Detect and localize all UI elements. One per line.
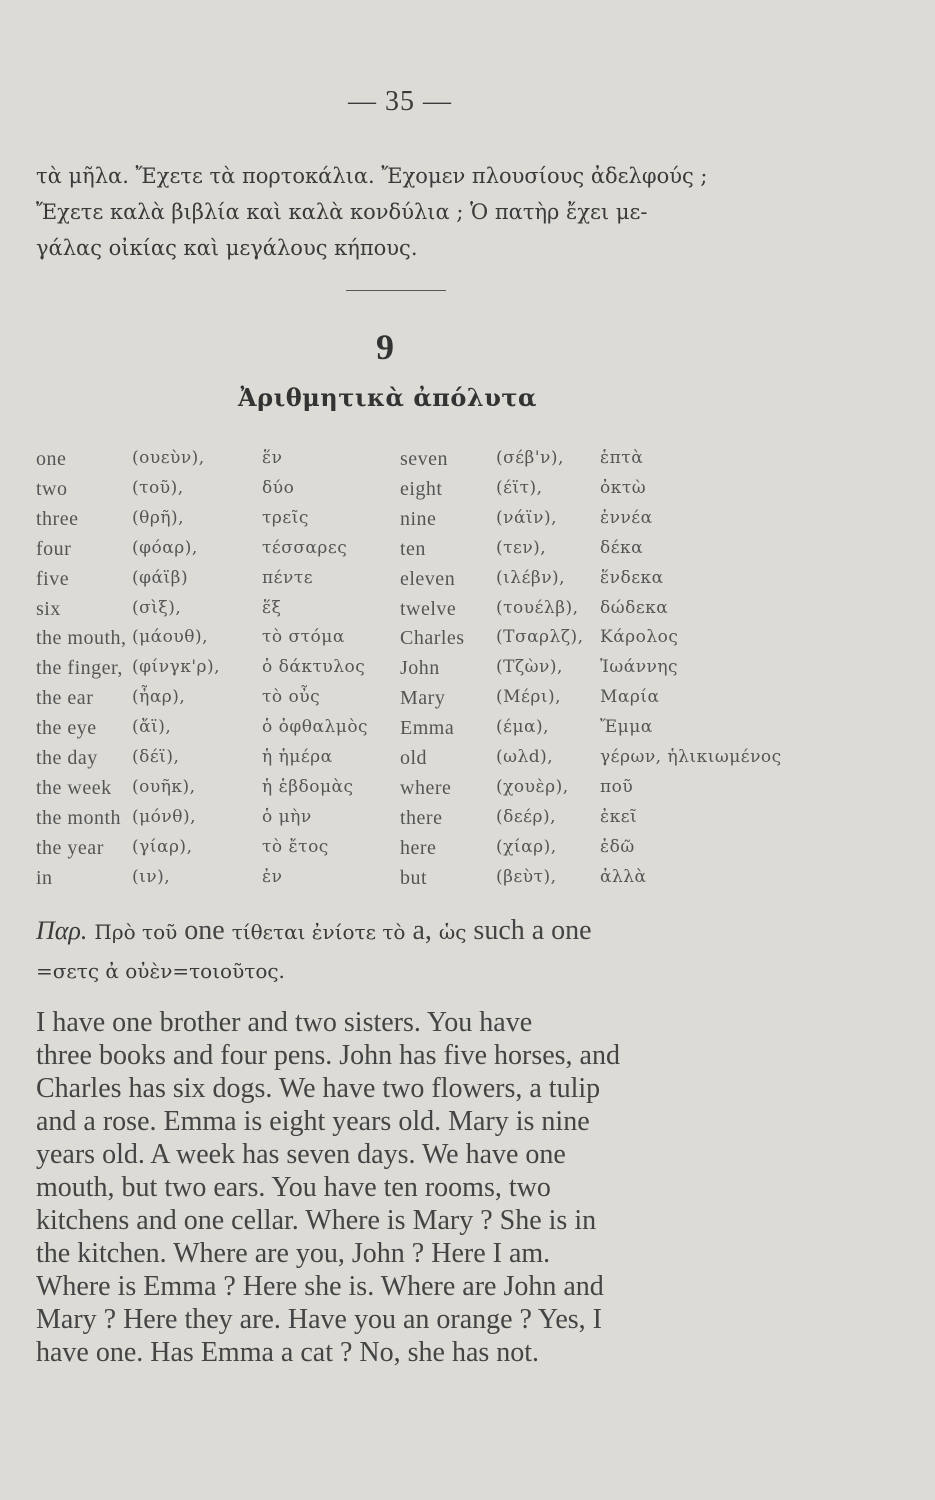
vocab-english-word: in (36, 866, 53, 889)
vocab-greek-meaning: ἡ ἡμέρα (262, 747, 333, 767)
text-line: τὰ μῆλα. Ἔχετε τὰ πορτοκάλια. Ἔχομεν πλουσίους ἀδελφούς ; (36, 164, 708, 188)
note-line (36, 912, 796, 952)
vocab-greek-meaning: ἐν (262, 866, 283, 887)
vocab-english-word: the eye (36, 717, 97, 740)
vocab-english-word: the ear (36, 687, 94, 710)
vocab-pronunciation: (τοῦ), (132, 477, 184, 498)
vocab-english-word: the mouth, (36, 627, 127, 650)
text-line: Mary ? Here they are. Have you an orange ? Yes, I (36, 1304, 603, 1335)
vocab-english-word: Emma (400, 717, 455, 740)
vocab-english-word: but (400, 866, 428, 889)
section-number: 9 (376, 327, 394, 367)
vocab-pronunciation: (Μέρι), (496, 687, 562, 708)
vocab-greek-meaning: ἕνδεκα (600, 567, 664, 588)
vocab-english-word: the day (36, 747, 98, 769)
vocab-pronunciation: (ἄϊ), (132, 717, 172, 738)
note-english: a, (412, 915, 432, 946)
note-text: ὡς (438, 920, 467, 944)
vocab-english-word: one (36, 448, 67, 470)
vocab-english-word: eight (400, 477, 443, 500)
vocab-pronunciation: (δεέρ), (496, 806, 557, 827)
vocab-english-word: the month (36, 806, 122, 829)
vocab-greek-meaning: τέσσαρες (262, 537, 348, 558)
note-line: =σετς ἀ οὐὲν=τοιοῦτος. (36, 959, 285, 983)
vocab-pronunciation: (έϊτ), (496, 477, 543, 498)
vocab-pronunciation: (βεὺτ), (496, 866, 557, 887)
vocab-pronunciation: (σέβ'ν), (496, 448, 564, 468)
vocab-english-word: three (36, 507, 79, 530)
vocab-greek-meaning: Κάρολος (600, 627, 679, 648)
vocab-pronunciation: (Τσαρλζ), (496, 627, 584, 648)
vocab-pronunciation: (Τζὼν), (496, 657, 563, 678)
vocab-english-word: Mary (400, 687, 446, 710)
vocab-greek-meaning: ἐδῶ (600, 836, 635, 857)
note-label: Παρ. (36, 916, 88, 945)
text-line: the kitchen. Where are you, John ? Here I am. (36, 1238, 551, 1269)
vocab-greek-meaning: ἑπτὰ (600, 448, 644, 468)
vocab-english-word: twelve (400, 597, 457, 620)
vocab-pronunciation: (νάϊν), (496, 507, 557, 528)
vocab-english-word: old (400, 747, 428, 769)
vocab-greek-meaning: τὸ στόμα (262, 627, 345, 648)
vocab-pronunciation: (χουὲρ), (496, 776, 569, 797)
vocab-english-word: the year (36, 836, 104, 859)
vocab-pronunciation: (τεν), (496, 537, 547, 558)
vocab-greek-meaning: τὸ οὖς (262, 687, 321, 708)
vocab-greek-meaning: ὁ δάκτυλος (262, 657, 366, 678)
vocab-english-word: nine (400, 507, 437, 530)
text-line: kitchens and one cellar. Where is Mary ? She is in (36, 1205, 597, 1236)
vocab-greek-meaning: ἐννέα (600, 507, 653, 528)
text-line: years old. A week has seven days. We have one (36, 1139, 566, 1170)
vocab-pronunciation: (σὶξ), (132, 597, 182, 618)
vocab-greek-meaning: ἕν (262, 448, 283, 468)
section-title: Ἀριθμητικὰ ἀπόλυτα (238, 383, 537, 412)
vocab-greek-meaning: Μαρία (600, 687, 660, 708)
text-line: three books and four pens. John has five horses, and (36, 1040, 620, 1071)
vocab-pronunciation: (έμα), (496, 717, 550, 738)
vocab-pronunciation: (ωλd), (496, 747, 554, 767)
vocab-english-word: four (36, 537, 72, 560)
text-line: Where is Emma ? Here she is. Where are John and (36, 1271, 604, 1302)
vocab-greek-meaning: ὁ μὴν (262, 806, 312, 827)
text-line: and a rose. Emma is eight years old. Mary is nine (36, 1106, 590, 1137)
vocab-english-word: eleven (400, 567, 456, 590)
vocab-pronunciation: (φίνγκ'ρ), (132, 657, 221, 678)
vocab-english-word: five (36, 567, 70, 590)
vocab-greek-meaning: πέντε (262, 567, 314, 588)
vocab-greek-meaning: ἕξ (262, 597, 282, 618)
vocab-greek-meaning: δύο (262, 477, 295, 498)
vocab-greek-meaning: τὸ ἔτος (262, 836, 329, 857)
vocab-english-word: where (400, 776, 452, 799)
note-text: τίθεται ἐνίοτε τὸ (231, 920, 406, 944)
vocab-greek-meaning: ἀλλὰ (600, 866, 647, 887)
text-line: Ἔχετε καλὰ βιβλία καὶ καλὰ κονδύλια ; Ὁ πατὴρ ἔχει με- (36, 200, 648, 224)
vocab-greek-meaning: γέρων, ἡλικιωμένος (600, 747, 782, 767)
vocab-pronunciation: (ουῆκ), (132, 776, 196, 797)
page-number: — 35 — (348, 86, 452, 117)
vocab-pronunciation: (μόνθ), (132, 806, 197, 827)
vocab-greek-meaning: ποῦ (600, 776, 634, 797)
grammar-note (36, 912, 796, 990)
vocab-english-word: here (400, 836, 437, 859)
vocab-greek-meaning: δέκα (600, 537, 644, 558)
vocab-greek-meaning: ὀκτὼ (600, 477, 647, 498)
greek-exercise-paragraph (36, 158, 786, 266)
vocab-greek-meaning: ἡ ἑβδομὰς (262, 776, 354, 797)
vocab-english-word: six (36, 597, 61, 620)
text-line: I have one brother and two sisters. You have (36, 1007, 533, 1038)
vocab-pronunciation: (ιλέβν), (496, 567, 566, 588)
vocab-english-word: seven (400, 448, 449, 470)
vocab-english-word: there (400, 806, 443, 829)
vocab-pronunciation: (δέϊ), (132, 747, 180, 767)
vocab-greek-meaning: Ἰωάννης (600, 657, 679, 678)
english-exercise-paragraph (36, 1006, 796, 1369)
note-english: such a one (473, 915, 592, 946)
vocab-english-word: two (36, 477, 68, 500)
text-line: γάλας οἰκίας καὶ μεγάλους κήπους. (36, 236, 418, 260)
vocab-pronunciation: (θρῆ), (132, 507, 185, 528)
vocab-english-word: Charles (400, 627, 465, 650)
vocab-pronunciation: (χίαρ), (496, 836, 557, 857)
vocab-pronunciation: (γίαρ), (132, 836, 193, 857)
note-english: one (184, 915, 225, 946)
vocab-pronunciation: (τουέλβ), (496, 597, 579, 618)
vocab-greek-meaning: ἐκεῖ (600, 806, 638, 827)
text-line: Charles has six dogs. We have two flowers, a tulip (36, 1073, 601, 1104)
vocab-greek-meaning: Ἔμμα (600, 717, 653, 738)
vocab-english-word: the week (36, 776, 112, 799)
text-line: mouth, but two ears. You have ten rooms, two (36, 1172, 551, 1203)
note-text: Πρὸ τοῦ (94, 920, 178, 944)
vocab-greek-meaning: ὁ ὀφθαλμὸς (262, 717, 369, 738)
vocab-greek-meaning: τρεῖς (262, 507, 309, 528)
vocab-english-word: ten (400, 537, 426, 560)
text-line: have one. Has Emma a cat ? No, she has not. (36, 1337, 540, 1368)
vocab-pronunciation: (ιν), (132, 866, 171, 887)
vocab-pronunciation: (μάουθ), (132, 627, 209, 648)
vocab-pronunciation: (ουεὺν), (132, 448, 205, 468)
vocab-english-word: John (400, 657, 440, 680)
vocab-english-word: the finger, (36, 657, 123, 680)
vocab-pronunciation: (φόαρ), (132, 537, 198, 558)
section-divider (346, 290, 446, 291)
vocab-pronunciation: (φάϊβ) (132, 567, 189, 588)
vocab-greek-meaning: δώδεκα (600, 597, 669, 618)
vocab-pronunciation: (ἦαρ), (132, 687, 186, 708)
